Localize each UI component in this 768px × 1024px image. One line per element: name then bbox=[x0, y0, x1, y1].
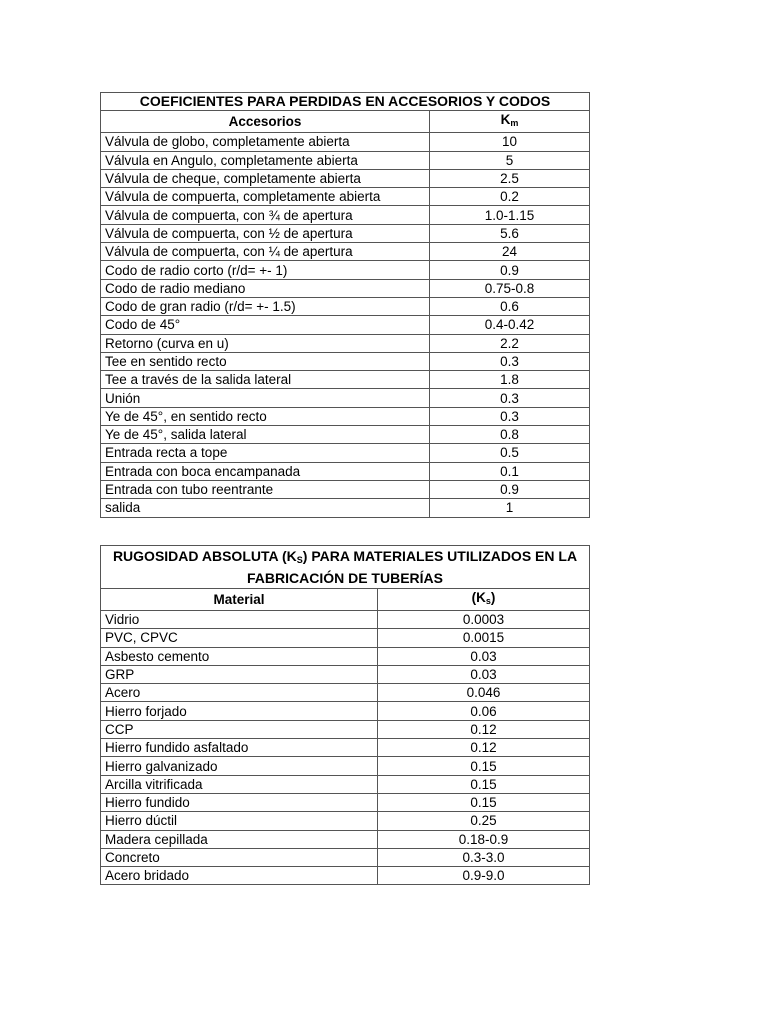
row-label: salida bbox=[101, 499, 430, 517]
table-row bbox=[101, 224, 590, 242]
row-value: 0.15 bbox=[378, 775, 590, 793]
row-value: 0.046 bbox=[378, 684, 590, 702]
row-label: Hierro fundido asfaltado bbox=[101, 739, 378, 757]
row-label: Tee a través de la salida lateral bbox=[101, 371, 430, 389]
row-label: Válvula de compuerta, con ½ de apertura bbox=[101, 224, 430, 242]
table-row bbox=[101, 647, 590, 665]
row-value: 0.9 bbox=[430, 480, 590, 498]
fittings-col-header-accessories: Accesorios bbox=[101, 111, 430, 133]
table-row bbox=[101, 188, 590, 206]
row-label: Válvula de compuerta, completamente abierta bbox=[101, 188, 430, 206]
row-label: Asbesto cemento bbox=[101, 647, 378, 665]
row-label: Válvula de compuerta, con ¾ de apertura bbox=[101, 206, 430, 224]
table-row bbox=[101, 480, 590, 498]
row-label: Entrada recta a tope bbox=[101, 444, 430, 462]
table-row bbox=[101, 444, 590, 462]
roughness-title-part2: ) PARA MATERIALES UTILIZADOS EN LA FABRICACIÓN DE TUBERÍAS bbox=[246, 548, 578, 586]
table-row bbox=[101, 133, 590, 151]
table-row bbox=[101, 702, 590, 720]
table-row bbox=[101, 830, 590, 848]
row-label: Unión bbox=[101, 389, 430, 407]
row-label: Acero bbox=[101, 684, 378, 702]
row-value: 5 bbox=[430, 151, 590, 169]
row-value: 0.1 bbox=[430, 462, 590, 480]
table-row bbox=[101, 261, 590, 279]
table-row bbox=[101, 684, 590, 702]
table-row bbox=[101, 352, 590, 370]
row-value: 0.3-3.0 bbox=[378, 848, 590, 866]
table-row bbox=[101, 848, 590, 866]
table-row bbox=[101, 243, 590, 261]
row-value: 0.4-0.42 bbox=[430, 316, 590, 334]
km-symbol: K bbox=[500, 112, 511, 128]
row-value: 2.5 bbox=[430, 169, 590, 187]
row-value: 0.15 bbox=[378, 757, 590, 775]
row-label: Válvula de compuerta, con ¼ de apertura bbox=[101, 243, 430, 261]
table-row bbox=[101, 297, 590, 315]
row-label: PVC, CPVC bbox=[101, 629, 378, 647]
row-value: 2.2 bbox=[430, 334, 590, 352]
row-value: 0.03 bbox=[378, 665, 590, 683]
row-label: Hierro galvanizado bbox=[101, 757, 378, 775]
row-label: Madera cepillada bbox=[101, 830, 378, 848]
km-subscript: m bbox=[510, 118, 519, 129]
table-row bbox=[101, 389, 590, 407]
row-value: 0.25 bbox=[378, 812, 590, 830]
table-row bbox=[101, 462, 590, 480]
table-row bbox=[101, 665, 590, 683]
row-label: Ye de 45°, salida lateral bbox=[101, 426, 430, 444]
table-row bbox=[101, 757, 590, 775]
fittings-table-title: COEFICIENTES PARA PERDIDAS EN ACCESORIOS Y CODOS bbox=[101, 93, 590, 111]
row-label: Acero bridado bbox=[101, 867, 378, 885]
fittings-table-body bbox=[101, 133, 590, 517]
fittings-col-header-km bbox=[430, 111, 590, 133]
table-row bbox=[101, 407, 590, 425]
row-value: 0.03 bbox=[378, 647, 590, 665]
row-label: CCP bbox=[101, 720, 378, 738]
table-row bbox=[101, 316, 590, 334]
roughness-table-title bbox=[101, 546, 590, 589]
row-value: 5.6 bbox=[430, 224, 590, 242]
row-label: Vidrio bbox=[101, 611, 378, 629]
table-row bbox=[101, 739, 590, 757]
table-row bbox=[101, 206, 590, 224]
roughness-table-body bbox=[101, 611, 590, 885]
row-label: Codo de gran radio (r/d= +- 1.5) bbox=[101, 297, 430, 315]
row-value: 0.18-0.9 bbox=[378, 830, 590, 848]
table-row bbox=[101, 793, 590, 811]
row-value: 0.5 bbox=[430, 444, 590, 462]
row-label: Entrada con tubo reentrante bbox=[101, 480, 430, 498]
table-row bbox=[101, 334, 590, 352]
row-value: 0.3 bbox=[430, 389, 590, 407]
row-value: 0.3 bbox=[430, 407, 590, 425]
table-row bbox=[101, 775, 590, 793]
row-label: Retorno (curva en u) bbox=[101, 334, 430, 352]
table-row bbox=[101, 499, 590, 517]
row-label: Hierro forjado bbox=[101, 702, 378, 720]
table-row bbox=[101, 812, 590, 830]
row-label: Válvula en Angulo, completamente abierta bbox=[101, 151, 430, 169]
row-label: Arcilla vitrificada bbox=[101, 775, 378, 793]
row-label: GRP bbox=[101, 665, 378, 683]
row-value: 0.12 bbox=[378, 720, 590, 738]
table-row bbox=[101, 867, 590, 885]
row-label: Codo de 45° bbox=[101, 316, 430, 334]
row-value: 1 bbox=[430, 499, 590, 517]
ks-open: (K bbox=[471, 590, 486, 605]
table-row bbox=[101, 371, 590, 389]
row-label: Válvula de cheque, completamente abierta bbox=[101, 169, 430, 187]
table-row bbox=[101, 611, 590, 629]
fittings-coefficients-table bbox=[100, 92, 590, 518]
row-value: 0.12 bbox=[378, 739, 590, 757]
table-row bbox=[101, 279, 590, 297]
row-label: Codo de radio mediano bbox=[101, 279, 430, 297]
roughness-col-header-ks bbox=[378, 589, 590, 611]
row-label: Codo de radio corto (r/d= +- 1) bbox=[101, 261, 430, 279]
row-label: Entrada con boca encampanada bbox=[101, 462, 430, 480]
roughness-title-subscript: S bbox=[296, 555, 303, 565]
row-label: Hierro fundido bbox=[101, 793, 378, 811]
row-value: 0.75-0.8 bbox=[430, 279, 590, 297]
row-label: Ye de 45°, en sentido recto bbox=[101, 407, 430, 425]
row-value: 0.06 bbox=[378, 702, 590, 720]
table-row bbox=[101, 629, 590, 647]
row-label: Tee en sentido recto bbox=[101, 352, 430, 370]
row-value: 1.8 bbox=[430, 371, 590, 389]
table-row bbox=[101, 151, 590, 169]
ks-close: ) bbox=[490, 590, 496, 605]
row-value: 0.15 bbox=[378, 793, 590, 811]
row-value: 0.6 bbox=[430, 297, 590, 315]
row-value: 0.9 bbox=[430, 261, 590, 279]
row-label: Válvula de globo, completamente abierta bbox=[101, 133, 430, 151]
table-row bbox=[101, 169, 590, 187]
table-row bbox=[101, 426, 590, 444]
roughness-col-header-material: Material bbox=[101, 589, 378, 611]
row-value: 1.0-1.15 bbox=[430, 206, 590, 224]
row-value: 0.0015 bbox=[378, 629, 590, 647]
row-value: 0.9-9.0 bbox=[378, 867, 590, 885]
ks-subscript: s bbox=[485, 596, 491, 606]
row-label: Hierro dúctil bbox=[101, 812, 378, 830]
table-row bbox=[101, 720, 590, 738]
row-label: Concreto bbox=[101, 848, 378, 866]
row-value: 0.3 bbox=[430, 352, 590, 370]
row-value: 0.8 bbox=[430, 426, 590, 444]
row-value: 24 bbox=[430, 243, 590, 261]
roughness-table bbox=[100, 545, 590, 885]
row-value: 0.0003 bbox=[378, 611, 590, 629]
roughness-title-part1: RUGOSIDAD ABSOLUTA (K bbox=[112, 548, 297, 564]
row-value: 0.2 bbox=[430, 188, 590, 206]
row-value: 10 bbox=[430, 133, 590, 151]
